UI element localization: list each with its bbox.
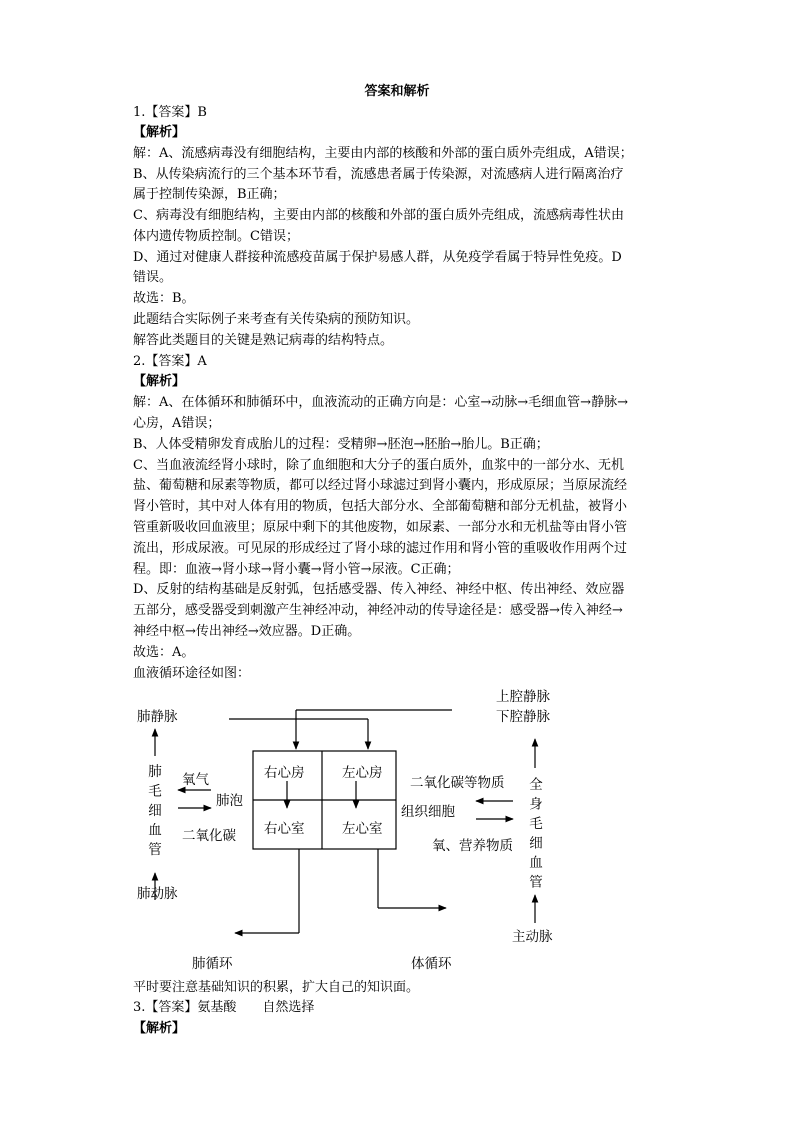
vertical-label-char: 细 [529, 835, 543, 852]
q3-answer-label: 3.【答案】 [133, 1000, 198, 1015]
right-ventricle-label: 右心室 [264, 821, 305, 837]
q1-line: C、病毒没有细胞结构，主要由内部的核酸和外部的蛋白质外壳组成，流感病毒性状由 [133, 208, 624, 223]
vertical-label-char: 血 [148, 822, 162, 839]
q1-line: 解答此类题目的关键是熟记病毒的结构特点。 [133, 333, 394, 348]
q1-line: 解：A、流感病毒没有细胞结构，主要由内部的核酸和外部的蛋白质外壳组成，A错误； [133, 146, 633, 161]
q2-after: 平时要注意基础知识的积累，扩大自己的知识面。 [133, 980, 420, 995]
q2-line: B、人体受精卵发育成胎儿的过程：受精卵→胚泡→胚胎→胎儿。B正确； [133, 437, 549, 452]
inferior-vena-cava-label: 下腔静脉 [496, 709, 550, 725]
oxygen-nutrients-label: 氧、营养物质 [432, 838, 513, 854]
pulmonary-capillaries-label [148, 763, 162, 858]
q3-answer-value-1: 氨基酸 [197, 1000, 237, 1015]
vertical-label-char: 管 [529, 874, 543, 891]
alveoli-label: 肺泡 [216, 793, 243, 809]
q2-line: C、当血液流经肾小球时，除了血细胞和大分子的蛋白质外，血浆中的一部分水、无机 [133, 458, 624, 473]
vertical-label-char: 毛 [148, 783, 162, 800]
q1-line: D、通过对健康人群接种流感疫苗属于保护易感人群，从免疫学看属于特异性免疫。D [133, 250, 622, 265]
systemic-circulation-label: 体循环 [411, 956, 452, 972]
q2-line: 肾小管时，其中对人体有用的物质，包括大部分水、全部葡萄糖和部分无机盐，被肾小 [133, 499, 628, 514]
q1-line: 此题结合实际例子来考查有关传染病的预防知识。 [133, 312, 420, 327]
q2-line: 五部分，感受器受到刺激产生神经冲动，神经冲动的传导途径是：感受器→传入神经→ [133, 603, 623, 618]
q1-line: B、从传染病流行的三个基本环节看，流感患者属于传染源，对流感病人进行隔离治疗 [133, 167, 624, 182]
aorta-label: 主动脉 [512, 929, 553, 945]
q2-line: 故选：A。 [133, 645, 195, 660]
q1-answer: 1.【答案】B [133, 105, 207, 120]
q3-answer-value-2: 自然选择 [262, 1000, 315, 1015]
pulmonary-circulation-label: 肺循环 [192, 956, 233, 972]
pulmonary-artery-label: 肺动脉 [137, 886, 178, 902]
vertical-label-char: 管 [148, 842, 162, 858]
q2-analysis-label: 【解析】 [133, 374, 186, 389]
left-atrium-label: 左心房 [342, 765, 383, 781]
q2-line: 血液循环途径如图： [133, 666, 251, 681]
systemic-capillaries-label [529, 777, 543, 891]
q2-line: 管重新吸收回血液里；原尿中剩下的其他废物，如尿素、一部分水和无机盐等由肾小管 [133, 520, 628, 535]
left-ventricle-label: 左心室 [342, 821, 383, 837]
oxygen-label: 氧气 [182, 772, 209, 788]
q2-line: 程。即：血液→肾小球→肾小囊→肾小管→尿液。C正确； [133, 562, 460, 577]
q3-analysis-label: 【解析】 [133, 1021, 186, 1036]
q2-line: 解：A、在体循环和肺循环中，血液流动的正确方向是：心室→动脉→毛细血管→静脉→ [133, 395, 628, 410]
co2-others-label: 二氧化碳等物质 [410, 775, 505, 791]
q2-line: 心房，A错误； [133, 416, 221, 431]
q3-answer [133, 998, 314, 1018]
vertical-label-char: 细 [148, 803, 162, 819]
vertical-label-char: 肺 [148, 764, 162, 780]
q1-line: 属于控制传染源，B正确； [133, 187, 286, 202]
blood-circulation-diagram [130, 683, 570, 983]
carbon-dioxide-label: 二氧化碳 [182, 828, 236, 844]
q2-line: 神经中枢→传出神经→效应器。D正确。 [133, 624, 361, 639]
q2-line: 流出，形成尿液。可见尿的形成经过了肾小球的滤过作用和肾小管的重吸收作用两个过 [133, 541, 628, 556]
vertical-label-char: 全 [529, 777, 543, 793]
q1-line: 故选：B。 [133, 291, 195, 306]
vertical-label-char: 血 [529, 855, 543, 871]
right-atrium-label: 右心房 [264, 765, 305, 781]
page-title: 答案和解析 [364, 84, 430, 99]
q1-analysis-label: 【解析】 [133, 125, 186, 140]
q1-line: 错误。 [133, 270, 173, 285]
superior-vena-cava-label: 上腔静脉 [496, 689, 550, 705]
q2-line: 盐、葡萄糖和尿素等物质，都可以经过肾小球滤过到肾小囊内，形成原尿；当原尿流经 [133, 478, 628, 493]
vertical-label-char: 身 [529, 796, 543, 813]
q2-answer: 2.【答案】A [133, 354, 207, 369]
pulmonary-vein-label: 肺静脉 [137, 709, 178, 725]
tissue-cells-label: 组织细胞 [401, 804, 455, 820]
q2-line: D、反射的结构基础是反射弧，包括感受器、传入神经、神经中枢、传出神经、效应器 [133, 582, 625, 597]
vertical-label-char: 毛 [529, 816, 543, 832]
q1-line: 体内遗传物质控制。C错误； [133, 229, 299, 244]
